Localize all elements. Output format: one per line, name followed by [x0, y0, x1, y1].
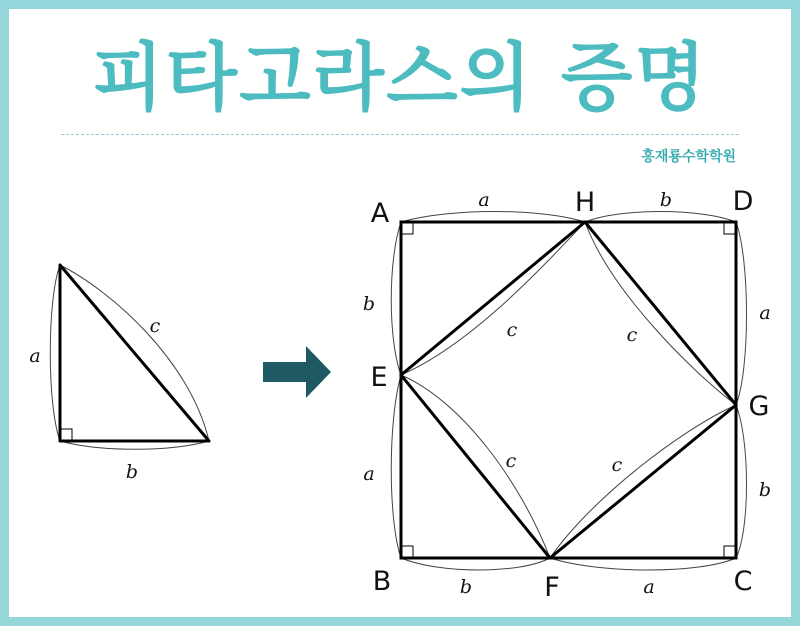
right-arrow-icon: [263, 346, 331, 398]
point-label-D: D: [732, 186, 754, 217]
right-angle-mark-D: [724, 222, 736, 234]
triangle-shape: [60, 265, 209, 441]
side-label-c-EH: c: [506, 319, 518, 341]
point-label-E: E: [370, 362, 388, 393]
side-label-bottom-b: b: [459, 576, 473, 598]
side-label-a: a: [29, 345, 41, 367]
page-title: 피타고라스의 증명: [92, 35, 708, 121]
point-label-H: H: [574, 187, 596, 218]
side-label-right-b: b: [758, 479, 772, 501]
brace-bottom-b: [401, 558, 550, 570]
side-label-c: c: [149, 315, 161, 337]
brace-top-b: [585, 212, 736, 223]
point-label-A: A: [370, 198, 390, 229]
side-label-left-b: b: [362, 293, 376, 315]
side-label-c-HG: c: [626, 324, 638, 346]
point-label-G: G: [748, 391, 770, 422]
point-label-C: C: [733, 566, 753, 597]
side-label-c-EF: c: [505, 450, 517, 472]
brace-right-b: [736, 405, 747, 558]
square-construction: [363, 186, 771, 603]
right-angle-mark-B: [401, 546, 413, 558]
brace-right-a: [736, 222, 747, 405]
side-label-top-b: b: [659, 189, 673, 211]
academy-name: 홍재룡수학학원: [641, 149, 736, 165]
side-label-bottom-a: a: [643, 576, 655, 598]
point-label-F: F: [544, 572, 560, 603]
inner-square: [401, 222, 736, 558]
side-label-c-FG: c: [611, 454, 623, 476]
side-label-top-a: a: [478, 189, 490, 211]
side-label-left-a: a: [363, 463, 375, 485]
outer-square: [401, 222, 736, 558]
right-triangle: [29, 265, 209, 483]
point-label-B: B: [372, 566, 392, 597]
right-angle-mark-C: [724, 546, 736, 558]
brace-bottom-a: [550, 558, 736, 570]
right-angle-mark-A: [401, 222, 413, 234]
side-label-b: b: [125, 461, 139, 483]
side-label-right-a: a: [759, 302, 771, 324]
brace-top-a: [401, 212, 585, 223]
right-angle-mark: [60, 429, 72, 441]
